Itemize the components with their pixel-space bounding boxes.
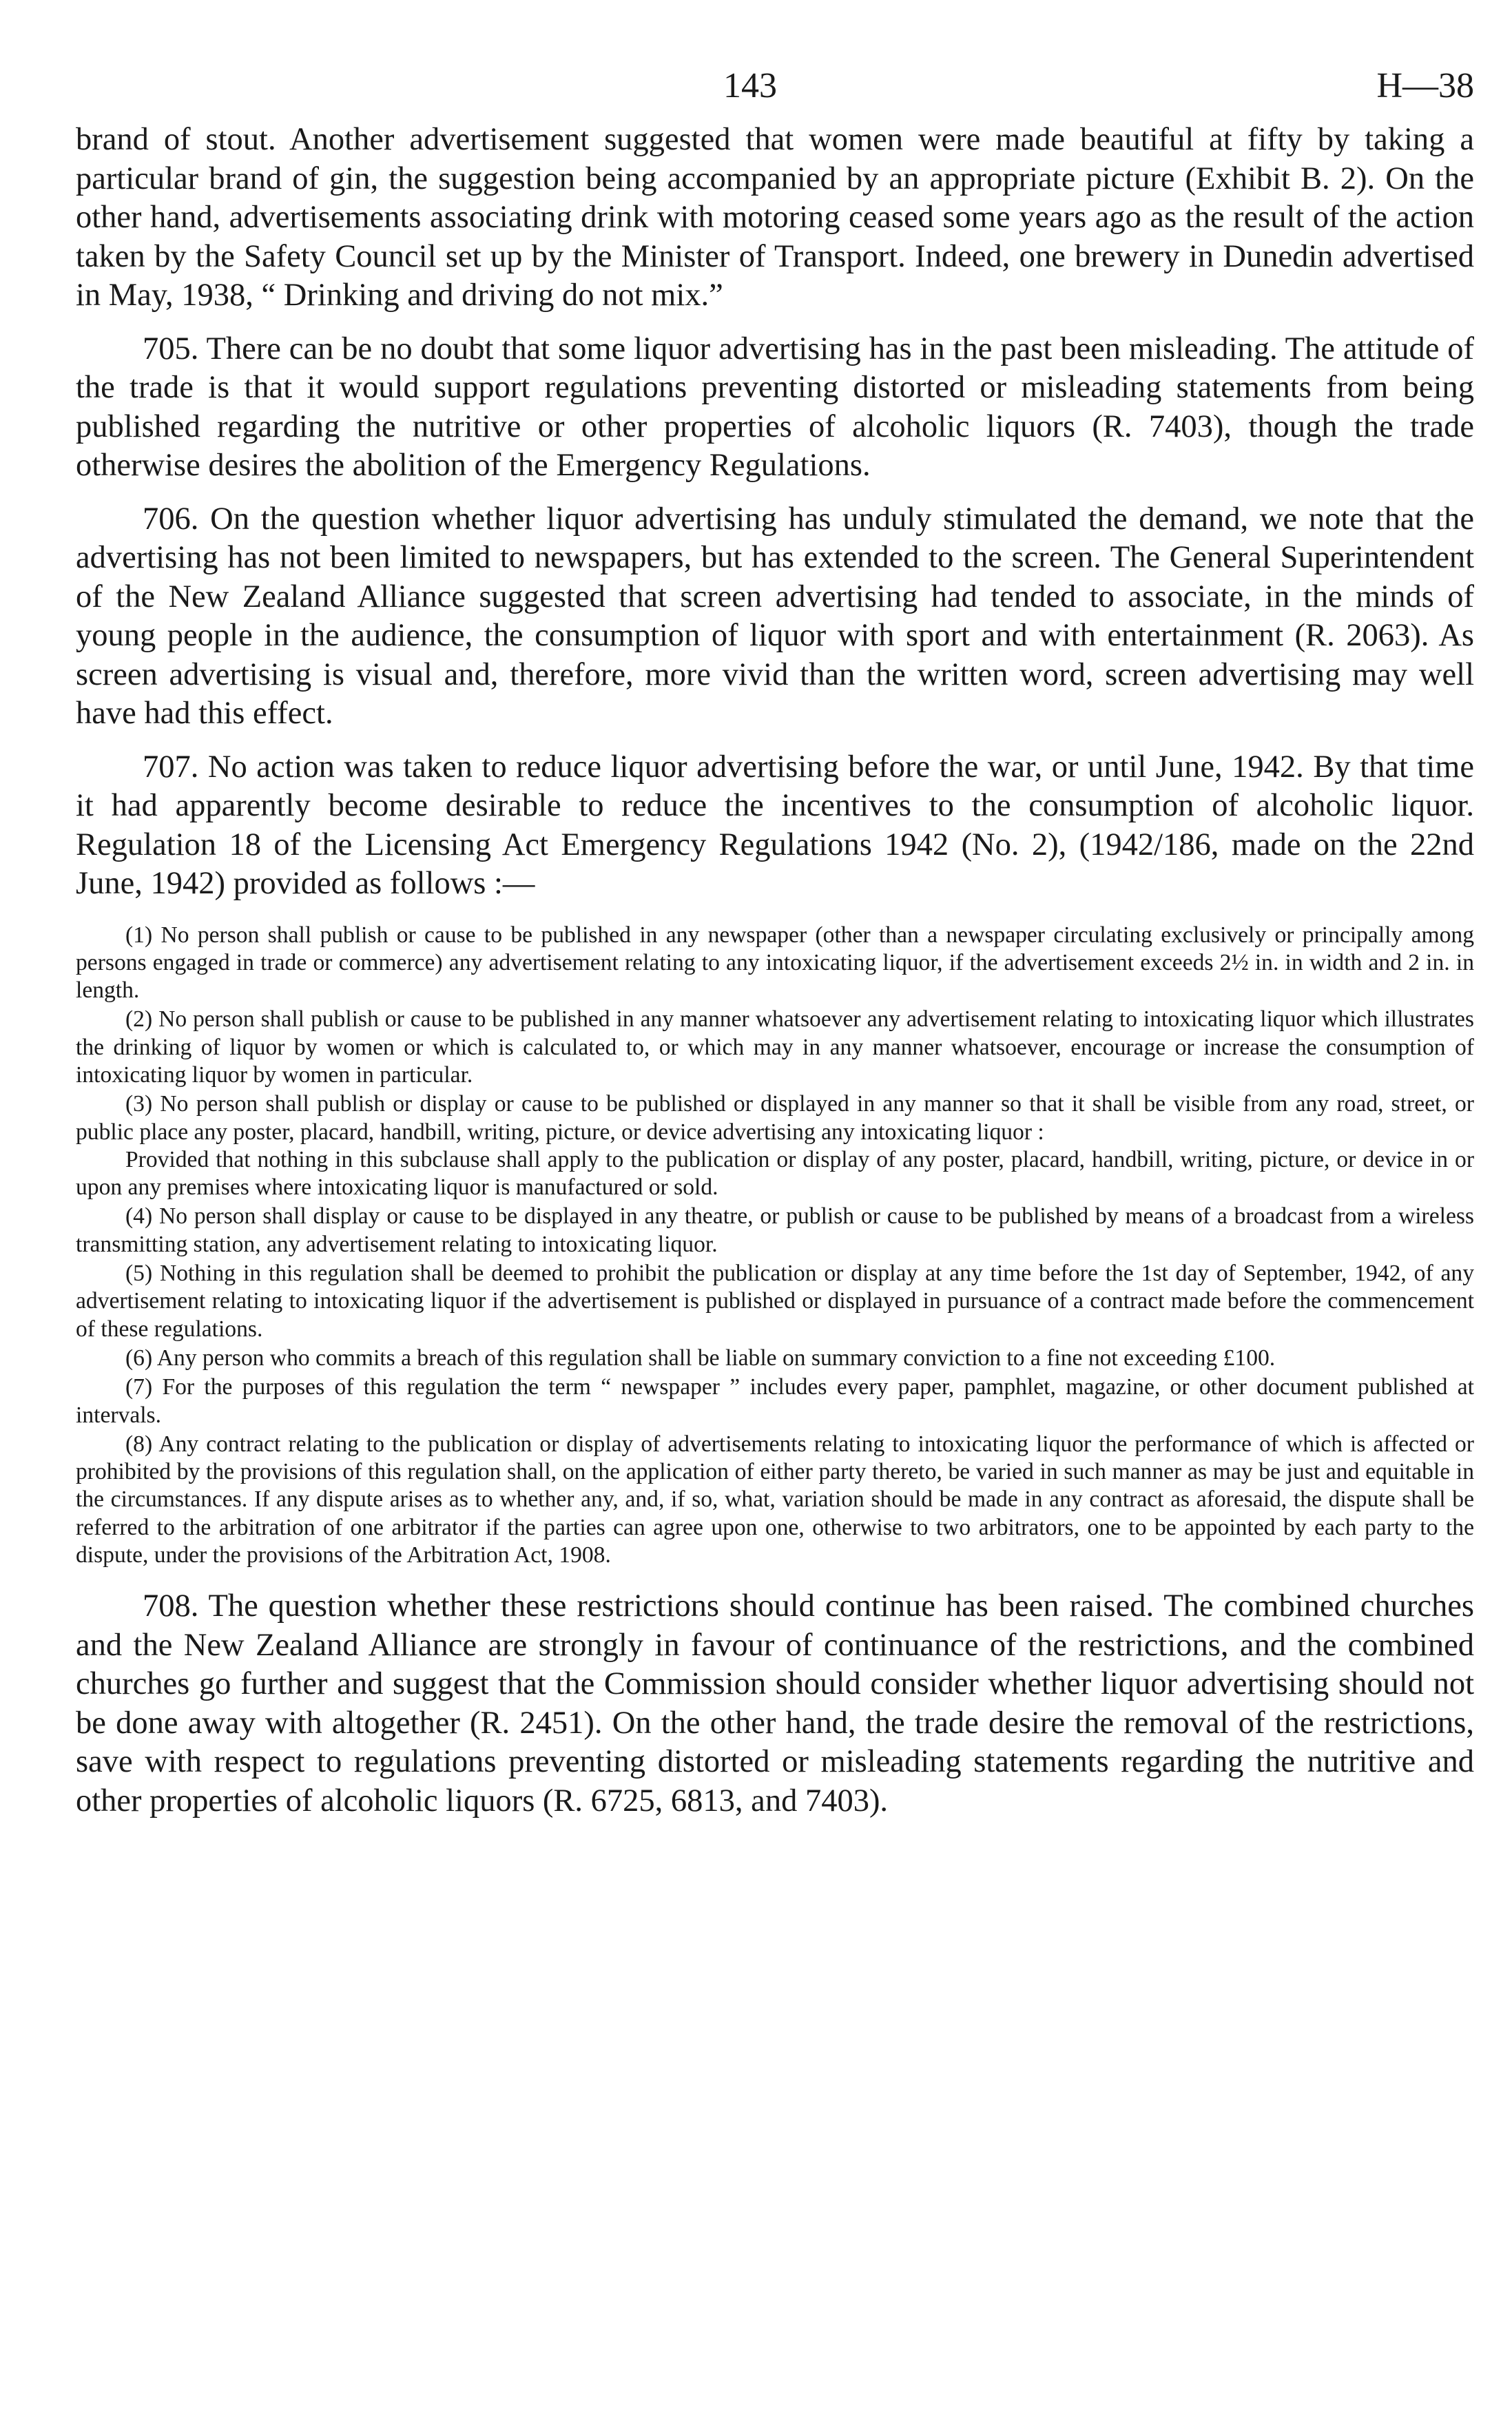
paragraph-705: 705. There can be no doubt that some liquor advertising has in the past been misleading. The attitude of the trade is that it would support regulations preventing distorted or misleading statements from being published regarding the nutritive or other properties of alcoholic liquors (R. 7403), though the trade otherwise desires the abolition of the Emergency Regulations.	[76, 331, 1474, 483]
body-text	[76, 121, 1474, 1821]
paragraph-continuation: brand of stout. Another advertisement suggested that women were made beautiful at fifty by taking a particular brand of gin, the suggestion being accompanied by an appropriate picture (Exhibit B. 2). On the other hand, advertisements associating drink with motoring ceased some years ago as the result of the action taken by the Safety Council set up by the Minister of Transport. Indeed, one brewery in Dunedin advertised in May, 1938, “ Drinking and driving do not mix.”	[76, 122, 1474, 313]
document-page	[76, 65, 1474, 1821]
regulation-clause-2: (2) No person shall publish or cause to be published in any manner whatsoever any advertisement relating to intoxicating liquor which illustrates the drinking of liquor by women or which is calculated to, or which may in any manner whatsoever, encourage or increase the consumption of intoxicating liquor by women in particular.	[76, 1006, 1474, 1088]
regulation-clause-5: (5) Nothing in this regulation shall be deemed to prohibit the publication or display at any time before the 1st day of September, 1942, of any advertisement relating to intoxicating liquor if the advertisement is published or displayed in pursuance of a contract made before the commencement of these regulations.	[76, 1261, 1474, 1342]
regulation-clause-4: (4) No person shall display or cause to be displayed in any theatre, or publish or cause to be published by means of a broadcast from a wireless transmitting station, any advertisement relating to intoxicating liquor.	[76, 1203, 1474, 1257]
document-code: H—38	[1376, 66, 1474, 105]
regulation-clause-1: (1) No person shall publish or cause to be published in any newspaper (other than a newspaper circulating exclusively or principally among persons engaged in trade or commerce) any advertisement relating to any intoxicating liquor, if the advertisement exceeds 2½ in. in width and 2 in. in length.	[76, 922, 1474, 1004]
paragraph-708: 708. The question whether these restrictions should continue has been raised. The combined churches and the New Zealand Alliance are strongly in favour of continuance of the restrictions, and the combined churches go further and suggest that the Commission should consider whether liquor advertising should not be done away with altogether (R. 2451). On the other hand, the trade desire the removal of the restrictions, save with respect to regulations preventing distorted or misleading statements regarding the nutritive and other properties of alcoholic liquors (R. 6725, 6813, and 7403).	[76, 1588, 1474, 1819]
regulation-clause-8: (8) Any contract relating to the publication or display of advertisements relating to intoxicating liquor the performance of which is affected or prohibited by the provisions of this regulation shall, on the application of either party thereto, be varied in such manner as may be just and equitable in the circumstances. If any dispute arises as to whether any, and, if so, what, variation should be made in any contract as aforesaid, the dispute shall be referred to the arbitration of one arbitrator if the parties can agree upon one, otherwise to two arbitrators, one to be appointed by each party to the dispute, under the provisions of the Arbitration Act, 1908.	[76, 1431, 1474, 1568]
regulation-clause-3: (3) No person shall publish or display or cause to be published or displayed in any manner so that it shall be visible from any road, street, or public place any poster, placard, handbill, writing, picture, or device advertising any intoxicating liquor :	[76, 1091, 1474, 1145]
regulation-clause-7: (7) For the purposes of this regulation the term “ newspaper ” includes every paper, pamphlet, magazine, or other document published at intervals.	[76, 1374, 1474, 1428]
regulation-clause-6: (6) Any person who commits a breach of this regulation shall be liable on summary conviction to a fine not exceeding £100.	[125, 1345, 1276, 1371]
page-number: 143	[723, 66, 777, 105]
regulation-clause-3-proviso: Provided that nothing in this subclause shall apply to the publication or display of any poster, placard, handbill, writing, picture, or device in or upon any premises where intoxicating liquor is manufactured or sold.	[76, 1146, 1474, 1201]
page-header	[76, 65, 1474, 121]
paragraph-707: 707. No action was taken to reduce liquor advertising before the war, or until June, 1942. By that time it had apparently become desirable to reduce the incentives to the consumption of alcoholic liquor. Regulation 18 of the Licensing Act Emergency Regulations 1942 (No. 2), (1942/186, made on the 22nd June, 1942) provided as follows :—	[76, 749, 1474, 901]
regulation-quote	[76, 922, 1474, 1570]
paragraph-706: 706. On the question whether liquor advertising has unduly stimulated the demand, we note that the advertising has not been limited to newspapers, but has extended to the screen. The General Superintendent of the New Zealand Alliance suggested that screen advertising had tended to associate, in the minds of young people in the audience, the consumption of liquor with sport and with entertainment (R. 2063). As screen advertising is visual and, therefore, more vivid than the written word, screen advertising may well have had this effect.	[76, 501, 1474, 731]
